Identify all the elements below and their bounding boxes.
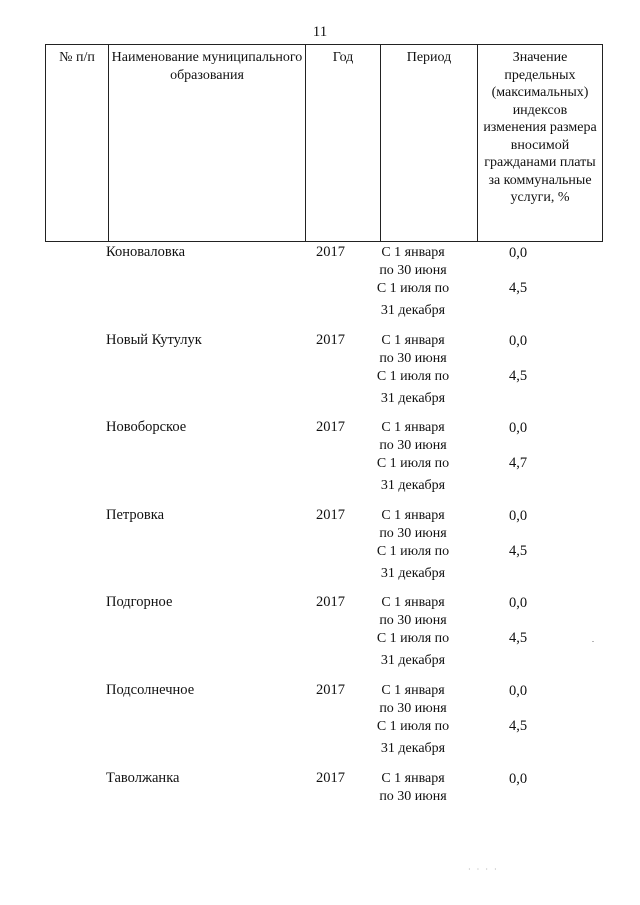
value-first-half: 0,0 bbox=[508, 420, 528, 436]
header-col-year: Год bbox=[306, 45, 381, 242]
period-first-start: С 1 января bbox=[381, 595, 445, 610]
period-first-end: по 30 июня bbox=[379, 263, 447, 278]
municipality-name: Петровка bbox=[106, 507, 165, 523]
period-first-start: С 1 января bbox=[381, 420, 445, 435]
municipality-name: Подгорное bbox=[106, 594, 173, 610]
period-second-start: С 1 июля по bbox=[376, 456, 450, 471]
header-row bbox=[46, 45, 603, 242]
municipality-name: Новый Кутулук bbox=[106, 332, 202, 348]
period-first-end: по 30 июня bbox=[379, 526, 447, 541]
period-first-start: С 1 января bbox=[381, 245, 445, 260]
period-second-end: 31 декабря bbox=[380, 566, 446, 581]
municipality-name: Новоборское bbox=[106, 419, 187, 435]
year-cell: 2017 bbox=[316, 507, 345, 523]
value-second-half: 4,5 bbox=[508, 280, 528, 296]
period-first-start: С 1 января bbox=[381, 508, 445, 523]
value-first-half: 0,0 bbox=[508, 683, 528, 699]
value-second-half: 4,5 bbox=[508, 543, 528, 559]
value-first-half: 0,0 bbox=[508, 508, 528, 524]
year-cell: 2017 bbox=[316, 419, 345, 435]
year-cell: 2017 bbox=[316, 594, 345, 610]
header-col-name: Наименование муниципального образования bbox=[109, 45, 306, 242]
table-header bbox=[45, 44, 603, 242]
page-number: 11 bbox=[312, 24, 328, 40]
table-row bbox=[0, 244, 640, 324]
value-first-half: 0,0 bbox=[508, 595, 528, 611]
municipality-name: Коноваловка bbox=[106, 244, 186, 260]
period-first-start: С 1 января bbox=[381, 683, 445, 698]
year-cell: 2017 bbox=[316, 682, 345, 698]
period-first-end: по 30 июня bbox=[379, 438, 447, 453]
period-second-start: С 1 июля по bbox=[376, 369, 450, 384]
period-first-end: по 30 июня bbox=[379, 351, 447, 366]
year-cell: 2017 bbox=[316, 332, 345, 348]
period-first-start: С 1 января bbox=[381, 771, 445, 786]
period-second-start: С 1 июля по bbox=[376, 719, 450, 734]
value-first-half: 0,0 bbox=[508, 333, 528, 349]
value-second-half: 4,5 bbox=[508, 630, 528, 646]
table-row bbox=[0, 682, 640, 762]
period-second-end: 31 декабря bbox=[380, 653, 446, 668]
period-second-end: 31 декабря bbox=[380, 741, 446, 756]
period-second-start: С 1 июля по bbox=[376, 631, 450, 646]
period-second-end: 31 декабря bbox=[380, 478, 446, 493]
header-col-num: № п/п bbox=[46, 45, 109, 242]
year-cell: 2017 bbox=[316, 244, 345, 260]
scan-artifact: · · · · bbox=[468, 865, 499, 874]
value-second-half: 4,7 bbox=[508, 455, 528, 471]
scan-artifact bbox=[592, 641, 594, 642]
table-row bbox=[0, 770, 640, 850]
period-first-end: по 30 июня bbox=[379, 613, 447, 628]
year-cell: 2017 bbox=[316, 770, 345, 786]
table-row bbox=[0, 594, 640, 674]
period-second-start: С 1 июля по bbox=[376, 544, 450, 559]
value-second-half: 4,5 bbox=[508, 368, 528, 384]
value-first-half: 0,0 bbox=[508, 245, 528, 261]
municipality-name: Таволжанка bbox=[106, 770, 180, 786]
municipality-name: Подсолнечное bbox=[106, 682, 195, 698]
header-col-value: Значение предельных (максимальных) индексов изменения размера вносимой гражданами платы за коммунальные услуги, % bbox=[478, 45, 603, 242]
period-second-end: 31 декабря bbox=[380, 303, 446, 318]
table-row bbox=[0, 332, 640, 412]
header-col-period: Период bbox=[381, 45, 478, 242]
table-row bbox=[0, 507, 640, 587]
period-second-end: 31 декабря bbox=[380, 391, 446, 406]
table-row bbox=[0, 419, 640, 499]
period-second-start: С 1 июля по bbox=[376, 281, 450, 296]
value-second-half: 4,5 bbox=[508, 718, 528, 734]
period-first-end: по 30 июня bbox=[379, 701, 447, 716]
value-first-half: 0,0 bbox=[508, 771, 528, 787]
period-first-end: по 30 июня bbox=[379, 789, 447, 804]
period-first-start: С 1 января bbox=[381, 333, 445, 348]
